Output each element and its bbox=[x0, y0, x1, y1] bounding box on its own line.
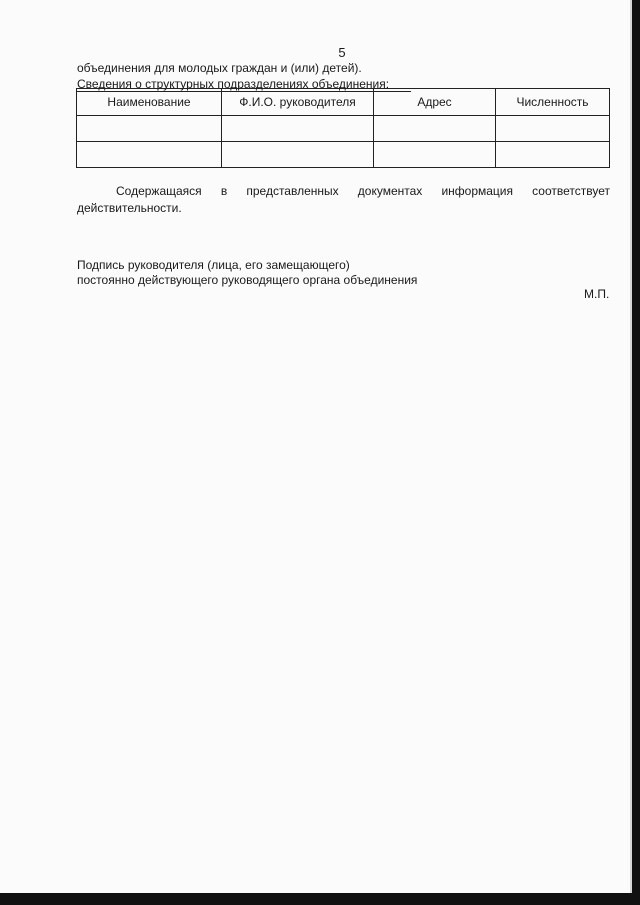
table-row bbox=[77, 116, 610, 142]
table-cell bbox=[77, 116, 222, 142]
header-name: Наименование bbox=[77, 89, 222, 116]
table-cell bbox=[222, 116, 374, 142]
text-line-section-heading: Сведения о структурных подразделениях объединения: bbox=[77, 77, 390, 91]
stamp-place-label: М.П. bbox=[584, 287, 610, 301]
table-cell bbox=[77, 142, 222, 168]
table-cell bbox=[222, 142, 374, 168]
signature-label-line-2: постоянно действующего руководящего органа объединения bbox=[77, 273, 418, 287]
table-row bbox=[77, 142, 610, 168]
header-address: Адрес bbox=[374, 89, 496, 116]
signature-label-line-1: Подпись руководителя (лица, его замещающего) bbox=[77, 258, 350, 272]
table-cell bbox=[496, 116, 610, 142]
table-cell bbox=[374, 116, 496, 142]
table-header-row bbox=[77, 89, 610, 116]
header-headcount: Численность bbox=[496, 89, 610, 116]
table-cell bbox=[374, 142, 496, 168]
page-edge-shadow bbox=[630, 0, 632, 893]
text-line-continuation: объединения для молодых граждан и (или) детей). bbox=[77, 61, 362, 75]
table-cell bbox=[496, 142, 610, 168]
structural-units-table bbox=[76, 88, 610, 168]
page-number: 5 bbox=[338, 45, 346, 60]
header-manager: Ф.И.О. руководителя bbox=[222, 89, 374, 116]
accuracy-statement: Содержащаяся в представленных документах информация соответствует действительности. bbox=[77, 184, 610, 215]
